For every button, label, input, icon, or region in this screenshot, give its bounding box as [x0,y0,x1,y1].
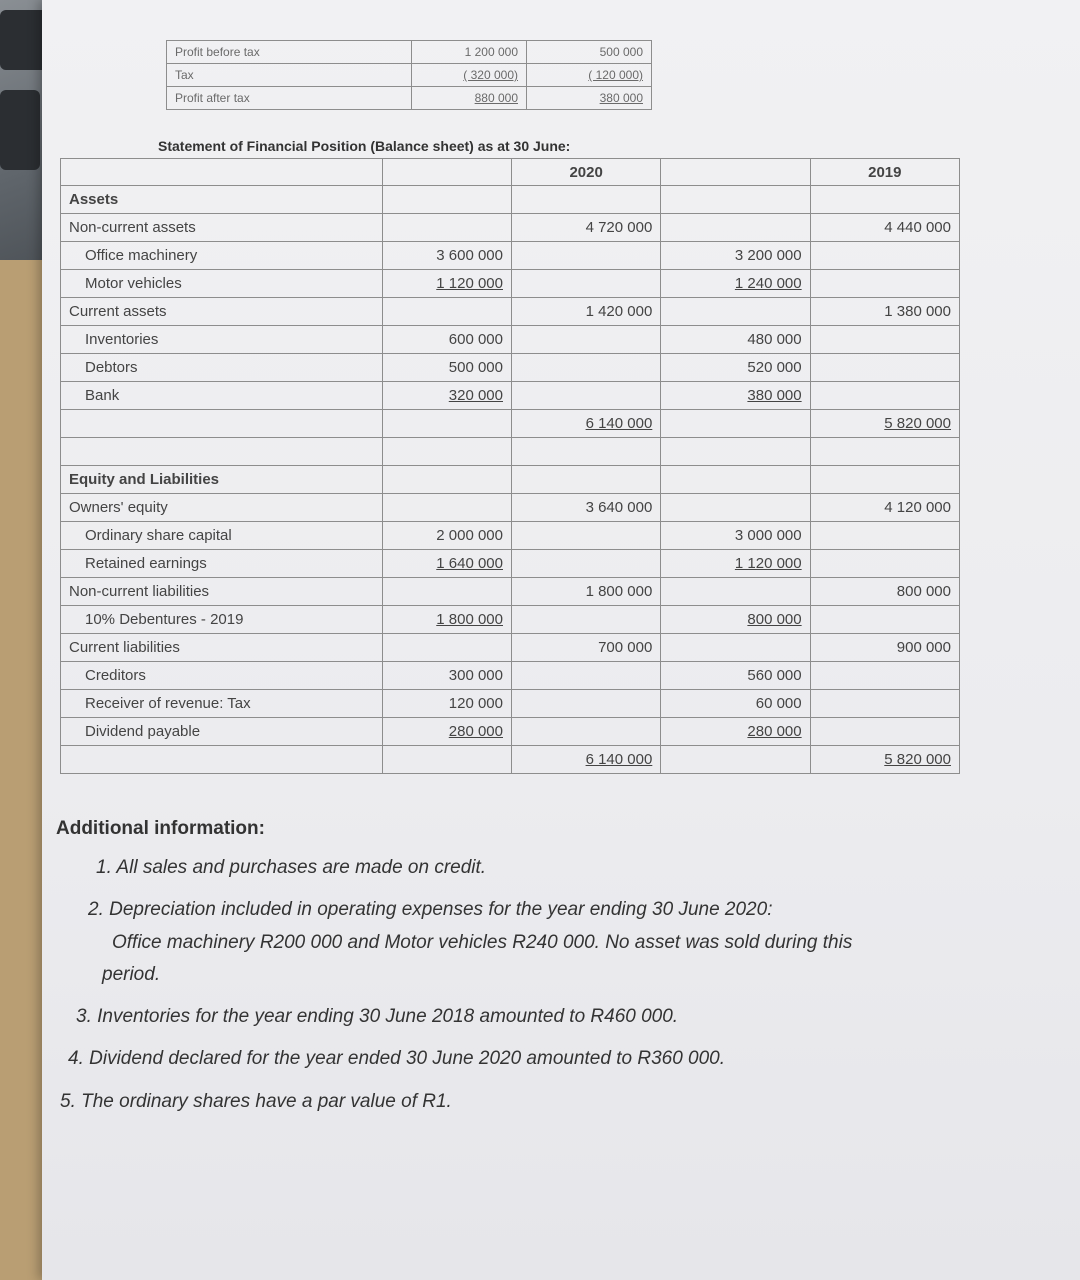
row-label [61,746,383,774]
cell-a [383,578,512,606]
empty-row [61,438,960,466]
cell-d [810,270,959,298]
cell-b [512,662,661,690]
info-item-3: 3. Inventories for the year ending 30 June 2018 amounted to R460 000. [76,1006,679,1028]
cell-c: 800 000 [661,606,810,634]
cell-b: 1 420 000 [512,298,661,326]
cell-b: 700 000 [512,634,661,662]
cell-c [661,746,810,774]
table-row [61,550,960,578]
year-2019-header: 2019 [810,159,959,186]
table-row [61,690,960,718]
table-row [61,298,960,326]
cell-c: 520 000 [661,354,810,382]
row-label: Current liabilities [61,634,383,662]
cell-d: 1 380 000 [810,298,959,326]
table-row [61,214,960,242]
cell-b: 3 640 000 [512,494,661,522]
cell-d [810,522,959,550]
row-label: Current assets [61,298,383,326]
table-row [61,662,960,690]
table-row [61,354,960,382]
cell-b [512,522,661,550]
table-row [61,522,960,550]
cell-a: 300 000 [383,662,512,690]
cell-c: 60 000 [661,690,810,718]
year-2020-header: 2020 [512,159,661,186]
cell-d [810,382,959,410]
row-label: Creditors [61,662,383,690]
additional-information [56,818,1016,1128]
table-row [61,270,960,298]
total-row [61,746,960,774]
table-row [167,87,652,110]
cell-c: 3 000 000 [661,522,810,550]
info-item-2: 2. Depreciation included in operating expenses for the year ending 30 June 2020: [88,899,773,921]
table-row [61,494,960,522]
cell-a: 3 600 000 [383,242,512,270]
row-label: Non-current liabilities [61,578,383,606]
cell-c: 280 000 [661,718,810,746]
cell-a: 600 000 [383,326,512,354]
row-label: 10% Debentures - 2019 [61,606,383,634]
cell-d: 900 000 [810,634,959,662]
assets-heading: Assets [61,186,383,214]
row-label: Inventories [61,326,383,354]
cell-b: 4 720 000 [512,214,661,242]
row-label: Profit after tax [167,87,412,110]
table-row [61,718,960,746]
cell-a [383,634,512,662]
cell-d [810,242,959,270]
cell-d: 4 440 000 [810,214,959,242]
cell-d [810,354,959,382]
cell-b: 1 800 000 [512,578,661,606]
section-heading-row [61,186,960,214]
table-row [61,606,960,634]
info-item-4: 4. Dividend declared for the year ended 30 June 2020 amounted to R360 000. [68,1048,726,1070]
info-item-2-continued: Office machinery R200 000 and Motor vehicles R240 000. No asset was sold during this [112,931,853,953]
row-label: Debtors [61,354,383,382]
cell-c [661,410,810,438]
row-label: Tax [167,64,412,87]
cell-d: 5 820 000 [810,410,959,438]
table-row [167,64,652,87]
row-label: Receiver of revenue: Tax [61,690,383,718]
info-item-5: 5. The ordinary shares have a par value of R1. [60,1090,452,1112]
value-2019: 500 000 [527,41,652,64]
header-row [61,159,960,186]
cell-c [661,298,810,326]
table-row [167,41,652,64]
cell-a [383,746,512,774]
value-2020: 1 200 000 [412,41,527,64]
cell-a [383,214,512,242]
cell-d [810,662,959,690]
cell-d: 4 120 000 [810,494,959,522]
cell-d [810,718,959,746]
cell-c: 3 200 000 [661,242,810,270]
cell-b: 6 140 000 [512,410,661,438]
cell-a: 1 800 000 [383,606,512,634]
cell-c: 1 240 000 [661,270,810,298]
cell-a: 1 640 000 [383,550,512,578]
cell-b [512,606,661,634]
row-label: Non-current assets [61,214,383,242]
value-2019: ( 120 000) [527,64,652,87]
info-item-1: 1. All sales and purchases are made on credit. [96,857,487,878]
cell-b [512,326,661,354]
cell-c: 380 000 [661,382,810,410]
row-label: Retained earnings [61,550,383,578]
cell-d [810,690,959,718]
cell-b [512,354,661,382]
cell-a: 120 000 [383,690,512,718]
cell-a: 280 000 [383,718,512,746]
cell-c [661,214,810,242]
table-row [61,578,960,606]
table-row [61,242,960,270]
info-item-2-end: period. [102,963,161,985]
additional-info-title: Additional information: [56,818,265,839]
cell-c: 560 000 [661,662,810,690]
table-row [61,326,960,354]
cell-c [661,578,810,606]
table-row [61,634,960,662]
total-row [61,410,960,438]
section-heading-row [61,466,960,494]
row-label: Owners' equity [61,494,383,522]
cell-c [661,494,810,522]
cell-b [512,270,661,298]
row-label: Profit before tax [167,41,412,64]
cell-a: 320 000 [383,382,512,410]
cell-c: 1 120 000 [661,550,810,578]
row-label: Dividend payable [61,718,383,746]
row-label: Motor vehicles [61,270,383,298]
sfp-title: Statement of Financial Position (Balance sheet) as at 30 June: [158,138,571,154]
row-label [61,410,383,438]
cell-b [512,550,661,578]
income-extract-table [166,40,652,110]
row-label: Bank [61,382,383,410]
cell-b: 6 140 000 [512,746,661,774]
cell-a [383,494,512,522]
value-2020: ( 320 000) [412,64,527,87]
cell-a [383,298,512,326]
cell-b [512,242,661,270]
cell-b [512,382,661,410]
value-2019: 380 000 [527,87,652,110]
keyboard-key [0,90,40,170]
cell-c: 480 000 [661,326,810,354]
balance-sheet-table [60,158,960,774]
cell-d: 5 820 000 [810,746,959,774]
cell-a [383,410,512,438]
row-label: Ordinary share capital [61,522,383,550]
cell-b [512,690,661,718]
cell-d [810,550,959,578]
cell-a: 1 120 000 [383,270,512,298]
cell-a: 500 000 [383,354,512,382]
cell-d [810,326,959,354]
cell-d [810,606,959,634]
cell-b [512,718,661,746]
table-row [61,382,960,410]
cell-c [661,634,810,662]
equity-heading: Equity and Liabilities [61,466,383,494]
row-label: Office machinery [61,242,383,270]
cell-d: 800 000 [810,578,959,606]
cell-a: 2 000 000 [383,522,512,550]
value-2020: 880 000 [412,87,527,110]
